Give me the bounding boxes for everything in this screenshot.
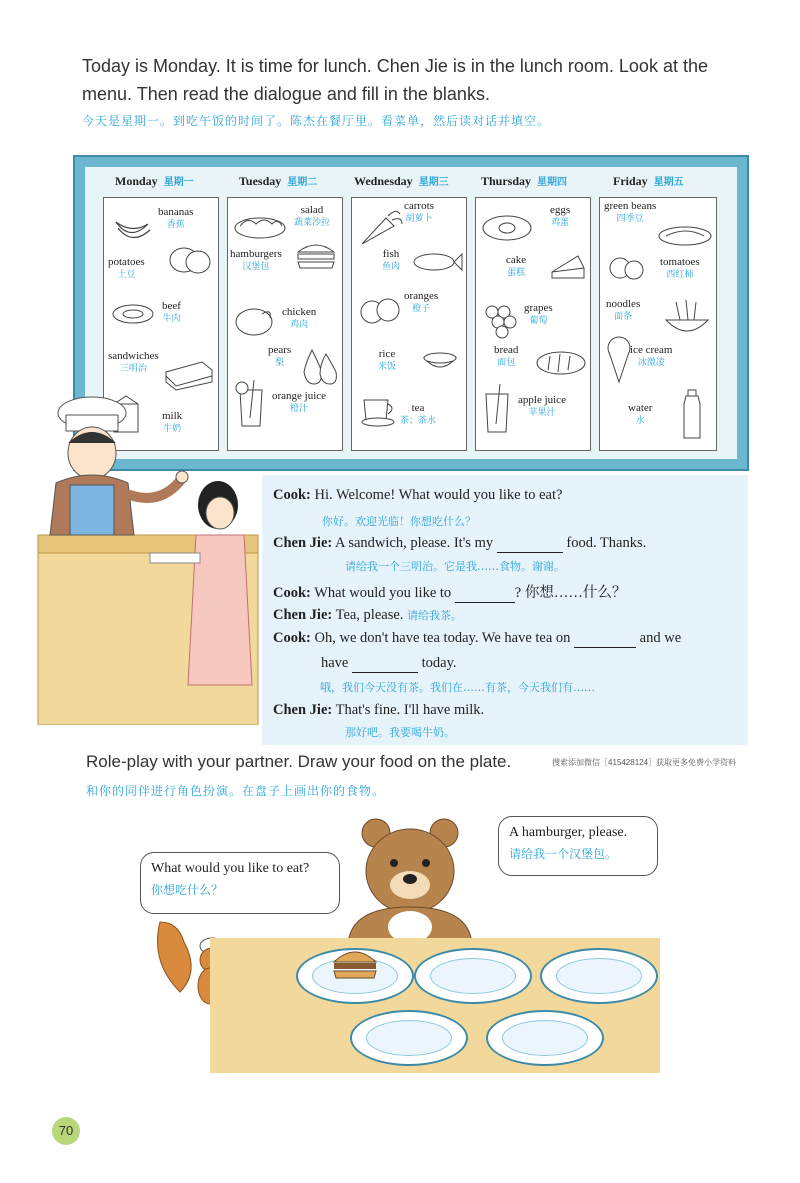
menu-item: grapes 葡萄 [524, 302, 553, 326]
tea-icon [360, 394, 400, 428]
plate-empty[interactable] [350, 1010, 468, 1066]
pears-icon [300, 346, 340, 386]
menu-item: sandwiches 三明治 [108, 350, 159, 374]
plate-empty[interactable] [414, 948, 532, 1004]
roleplay-instruction: Role-play with your partner. Draw your food on the plate. [86, 752, 512, 771]
potatoes-icon [166, 242, 214, 276]
salad-icon [232, 212, 288, 240]
hamburger-icon [292, 238, 340, 272]
menu-item: carrots 胡萝卜 [404, 200, 434, 224]
bread-icon [534, 348, 588, 378]
speech-bubble-bear: A hamburger, please. 请给我一个汉堡包。 [498, 816, 658, 876]
carrots-icon [356, 208, 404, 248]
menu-item: milk 牛奶 [162, 410, 183, 434]
menu-item: oranges 橙子 [404, 290, 439, 314]
menu-item: fish 鱼肉 [382, 248, 401, 272]
fill-blank-4[interactable] [352, 655, 418, 673]
intro-text-cn: 今天是星期一。到吃午饭的时间了。陈杰在餐厅里。看菜单，然后读对话并填空。 [82, 114, 551, 128]
fill-blank-1[interactable] [497, 535, 563, 553]
plate-empty[interactable] [486, 1010, 604, 1066]
hamburger-icon [330, 944, 380, 984]
roleplay-instruction-cn: 和你的同伴进行角色扮演。在盘子上画出你的食物。 [86, 784, 386, 798]
day-header-thursday: Thursday 星期四 [481, 174, 568, 188]
day-header-tuesday: Tuesday 星期二 [239, 174, 318, 188]
fish-icon [410, 248, 464, 274]
menu-item: tomatoes 西红柿 [660, 256, 700, 280]
menu-item: eggs 鸡蛋 [550, 204, 571, 228]
dialogue-line-3: Cook: What would you like to ? 你想……什么？ [273, 585, 627, 601]
chicken-icon [232, 304, 276, 338]
dialogue-line-2: Chen Jie: A sandwich, please. It's my food. Thanks. [273, 535, 647, 551]
dialogue-line-7-cn: 那好吧。我要喝牛奶。 [345, 726, 455, 739]
menu-column-wednesday [351, 197, 467, 451]
menu-item: pears 梨 [268, 344, 292, 368]
menu-item: cake 蛋糕 [506, 254, 527, 278]
bananas-icon [112, 216, 152, 242]
dialogue-line-2-cn: 请给我一个三明治。它是我……食物。谢谢。 [345, 560, 565, 573]
menu-item: apple juice 苹果汁 [518, 394, 566, 418]
menu-item: ice cream 冰激凌 [630, 344, 673, 368]
dialogue-line-1: Cook: Hi. Welcome! What would you like to eat? [273, 487, 563, 503]
day-header-friday: Friday 星期五 [613, 174, 684, 188]
fill-blank-2[interactable] [455, 585, 515, 603]
roleplay-small-note: 搜索添加微信［415428124］获取更多免费小学资料 [552, 758, 737, 767]
dialogue-line-6: have today. [321, 655, 457, 671]
menu-item: tea 茶；茶水 [400, 402, 437, 426]
page-number: 70 [52, 1117, 80, 1145]
dialogue-line-4: Chen Jie: Tea, please. 请给我茶。 [273, 607, 463, 623]
plate-empty[interactable] [540, 948, 658, 1004]
menu-item: beef 牛肉 [162, 300, 181, 324]
menu-column-friday [599, 197, 717, 451]
speech-bubble-squirrel: What would you like to eat? 你想吃什么？ [140, 852, 340, 914]
cook-and-girl-illustration [30, 385, 270, 725]
menu-item: bread 面包 [494, 344, 519, 368]
menu-item: bananas 香蕉 [158, 206, 194, 230]
menu-item: water 水 [628, 402, 653, 426]
cake-icon [548, 248, 588, 282]
dialogue-line-7: Chen Jie: That's fine. I'll have milk. [273, 702, 485, 718]
noodles-icon [662, 298, 712, 340]
bear-illustration [340, 815, 480, 945]
eggs-icon [480, 212, 534, 242]
dialogue-line-5: Cook: Oh, we don't have tea today. We have tea on and we [273, 630, 682, 646]
menu-item: chicken 鸡肉 [282, 306, 317, 330]
water-bottle-icon [680, 388, 704, 440]
day-header-wednesday: Wednesday 星期三 [354, 174, 449, 188]
grapes-icon [482, 298, 518, 342]
dining-table [210, 938, 660, 1073]
menu-item: orange juice 橙汁 [272, 390, 327, 414]
menu-item: potatoes 土豆 [108, 256, 145, 280]
intro-text: Today is Monday. It is time for lunch. Chen Jie is in the lunch room. Look at the menu. Then read the dialogue and fill in the blanks. [82, 56, 708, 104]
fill-blank-3[interactable] [574, 630, 636, 648]
menu-column-thursday [475, 197, 591, 451]
rice-icon [420, 346, 460, 376]
menu-item: hamburgers 汉堡包 [230, 248, 282, 272]
dialogue-line-1-cn: 你好。欢迎光临！你想吃什么？ [322, 515, 476, 528]
oranges-icon [358, 292, 402, 326]
beef-icon [110, 302, 156, 326]
menu-item: noodles 面条 [606, 298, 641, 322]
menu-item: rice 米饭 [378, 348, 397, 372]
green-beans-icon [656, 224, 714, 248]
menu-item: green beans 四季豆 [604, 200, 657, 224]
apple-juice-icon [482, 382, 514, 434]
menu-item: salad 蔬菜沙拉 [294, 204, 331, 228]
dialogue-line-6-cn: 哦，我们今天没有茶。我们在……有茶，今天我们有…… [320, 681, 595, 694]
day-header-monday: Monday 星期一 [115, 174, 194, 188]
tomatoes-icon [606, 252, 646, 282]
